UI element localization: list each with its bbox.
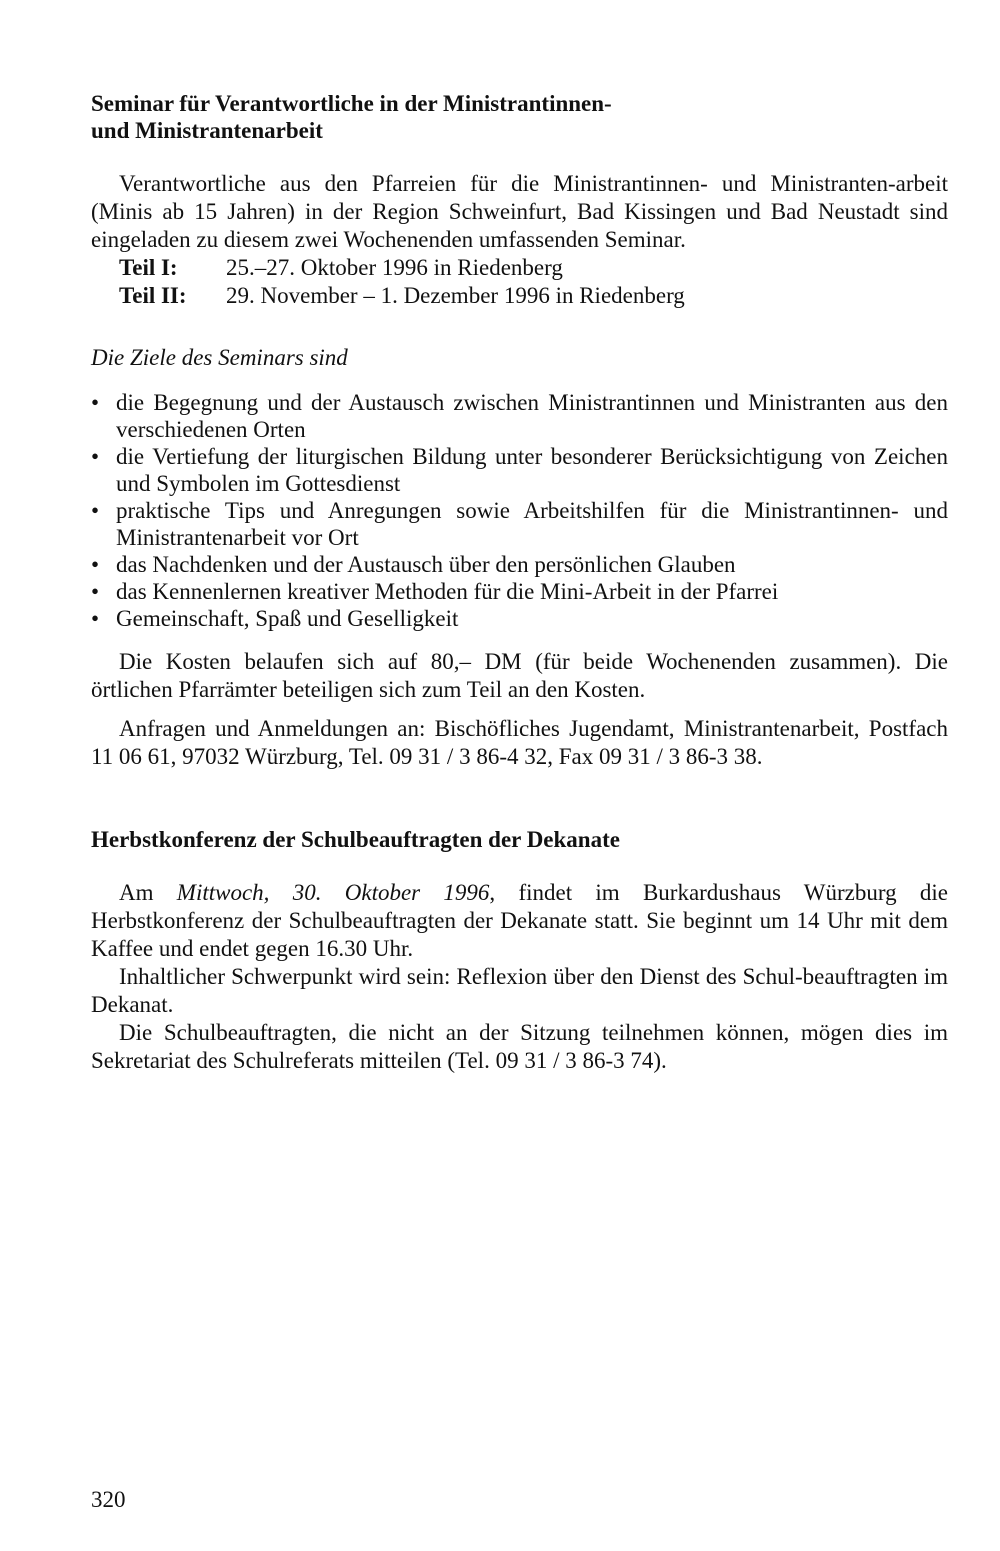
section2-paragraph-2: Inhaltlicher Schwerpunkt wird sein: Reflexion über den Dienst des Schul-beauftragten im Dekanat. — [91, 964, 948, 1017]
costs-block — [91, 648, 948, 704]
section2-paragraph-1 — [91, 879, 948, 963]
goals-intro: Die Ziele des Seminars sind — [91, 345, 348, 370]
section1-intro-block — [91, 170, 948, 310]
p1-prefix: Am — [119, 880, 177, 905]
section2-body — [91, 879, 948, 1075]
p1-rest: , findet im Burkardushaus Würzburg die Herbstkonferenz der Schulbeauftragten der Dekanate statt. Sie beginnt um 14 Uhr mit dem Kaffee und endet gegen 16.30 Uhr. — [91, 880, 948, 961]
list-item — [91, 389, 948, 443]
date-label: Teil II: — [119, 283, 187, 308]
list-item-text: die Begegnung und der Austausch zwischen Ministrantinnen und Ministranten aus den verschiedenen Orten — [116, 390, 948, 442]
section2-paragraph-3: Die Schulbeauftragten, die nicht an der Sitzung teilnehmen können, mögen dies im Sekretariat des Schulreferats mitteilen (Tel. 09 31 / 3 86-3 74). — [91, 1020, 948, 1073]
goals-list — [91, 389, 948, 632]
section1-heading-line2: und Ministrantenarbeit — [91, 118, 323, 143]
bullet-icon: • — [91, 498, 100, 523]
page-number: 320 — [91, 1487, 126, 1512]
section2-heading: Herbstkonferenz der Schulbeauftragten der Dekanate — [91, 827, 620, 852]
list-item-text: praktische Tips und Anregungen sowie Arbeitshilfen für die Ministrantinnen- und Ministrantenarbeit vor Ort — [116, 498, 948, 550]
bullet-icon: • — [91, 606, 100, 631]
bullet-icon: • — [91, 444, 100, 469]
bullet-icon: • — [91, 579, 100, 604]
section2-heading-block — [91, 826, 948, 853]
list-item-text: das Nachdenken und der Austausch über den persönlichen Glauben — [116, 552, 736, 577]
section1-intro: Verantwortliche aus den Pfarreien für die Ministrantinnen- und Ministranten-arbeit (Minis ab 15 Jahren) in der Region Schweinfurt, Bad Kissingen und Bad Neustadt sind eingeladen zu diesem zwei Wochenenden umfassenden Seminar. — [91, 171, 948, 252]
p1-date: Mittwoch, 30. Oktober 1996 — [176, 880, 490, 905]
section1-heading-line1: Seminar für Verantwortliche in der Ministrantinnen- — [91, 91, 612, 116]
date-label: Teil I: — [119, 255, 178, 280]
date-text: 29. November – 1. Dezember 1996 in Riedenberg — [226, 283, 685, 308]
bullet-icon: • — [91, 552, 100, 577]
document-page — [91, 0, 948, 1551]
list-item — [91, 443, 948, 497]
section1-heading — [91, 90, 948, 144]
goals-block — [91, 344, 948, 632]
list-item — [91, 551, 948, 578]
list-item-text: Gemeinschaft, Spaß und Geselligkeit — [116, 606, 459, 631]
date-row-teil-2 — [91, 282, 948, 310]
list-item-text: das Kennenlernen kreativer Methoden für die Mini-Arbeit in der Pfarrei — [116, 579, 779, 604]
date-text: 25.–27. Oktober 1996 in Riedenberg — [226, 255, 563, 280]
list-item — [91, 578, 948, 605]
list-item-text: die Vertiefung der liturgischen Bildung unter besonderer Berücksichtigung von Zeichen und Symbolen im Gottesdienst — [116, 444, 948, 496]
list-item — [91, 497, 948, 551]
list-item — [91, 605, 948, 632]
bullet-icon: • — [91, 390, 100, 415]
costs-paragraph: Die Kosten belaufen sich auf 80,– DM (für beide Wochenenden zusammen). Die örtlichen Pfarrämter beteiligen sich zum Teil an den Kosten. — [91, 649, 948, 702]
date-row-teil-1 — [91, 254, 948, 282]
contact-paragraph: Anfragen und Anmeldungen an: Bischöfliches Jugendamt, Ministrantenarbeit, Postfach 11 06 61, 97032 Würzburg, Tel. 09 31 / 3 86-4 32, Fax 09 31 / 3 86-3 38. — [91, 716, 948, 769]
contact-block — [91, 715, 948, 771]
